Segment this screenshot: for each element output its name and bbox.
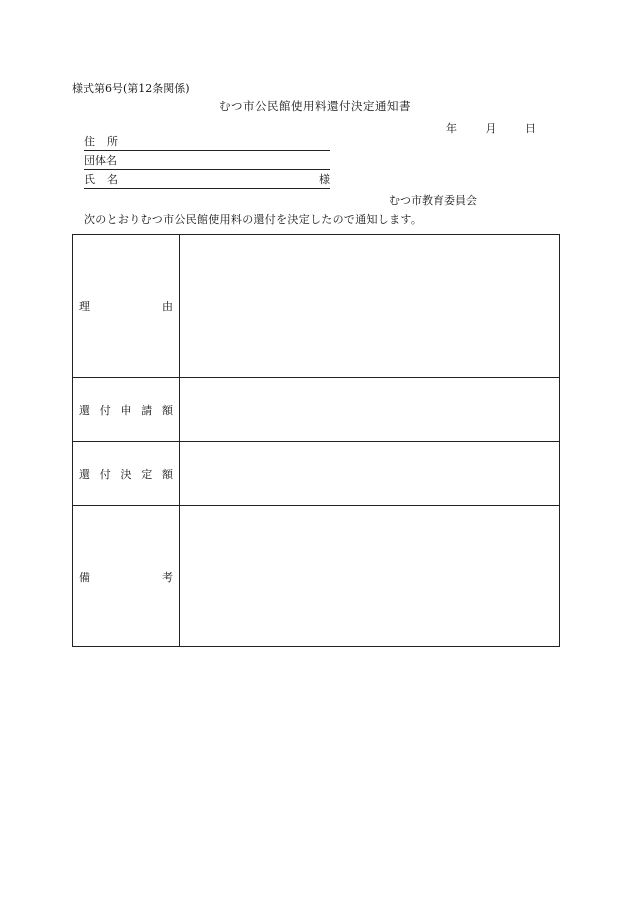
reason-label-char: 由	[162, 300, 173, 313]
table-row-remarks	[73, 506, 559, 647]
refund-decision-amount-label	[79, 466, 173, 482]
refund-request-amount-label-char: 還	[79, 403, 90, 417]
refund-decision-amount-label-char: 決	[120, 467, 132, 481]
refund-request-amount-label-char: 請	[141, 403, 153, 417]
refund-decision-amount-label-char: 付	[99, 467, 111, 481]
refund-table	[72, 234, 560, 647]
refund-decision-amount-label-cell	[73, 442, 180, 505]
refund-request-amount-value-cell[interactable]	[180, 378, 559, 441]
intro-text: 次のとおりむつ市公民館使用料の還付を決定したので通知します。	[84, 213, 423, 226]
reason-value-cell[interactable]	[180, 235, 559, 377]
table-row-refund-decision-amount	[73, 442, 559, 506]
remarks-value-cell[interactable]	[180, 506, 559, 647]
form-number: 様式第6号(第12条関係)	[72, 82, 190, 95]
refund-decision-amount-label-char: 還	[79, 467, 90, 481]
remarks-label-cell	[73, 506, 180, 647]
table-row-refund-request-amount	[73, 378, 559, 442]
organization-field[interactable]	[84, 154, 330, 170]
reason-label	[79, 298, 173, 314]
refund-request-amount-label-char: 付	[99, 403, 111, 417]
address-label: 住所	[84, 135, 130, 148]
honorific-label: 様	[319, 173, 330, 186]
address-field[interactable]	[84, 135, 330, 151]
organization-label: 団体名	[84, 154, 117, 167]
date-month-label: 月	[485, 122, 497, 135]
date-line	[446, 120, 536, 136]
remarks-label-char: 考	[162, 570, 173, 584]
document-title: むつ市公民館使用料還付決定通知書	[219, 99, 411, 113]
table-row-reason	[73, 235, 559, 378]
issuer-name: むつ市教育委員会	[389, 194, 477, 207]
refund-decision-amount-label-char: 定	[141, 467, 153, 481]
refund-request-amount-label	[79, 402, 173, 418]
reason-label-char: 理	[79, 300, 90, 313]
date-year-label: 年	[446, 122, 457, 135]
date-day-label: 日	[525, 122, 536, 135]
refund-request-amount-label-char: 額	[162, 403, 173, 417]
refund-request-amount-label-char: 申	[120, 403, 132, 417]
remarks-label	[79, 569, 173, 585]
reason-label-cell	[73, 235, 180, 377]
refund-request-amount-label-cell	[73, 378, 180, 441]
name-field[interactable]	[84, 173, 330, 189]
name-label: 氏名	[84, 173, 130, 186]
remarks-label-char: 備	[79, 570, 90, 584]
refund-decision-amount-label-char: 額	[162, 467, 173, 481]
refund-decision-amount-value-cell[interactable]	[180, 442, 559, 505]
